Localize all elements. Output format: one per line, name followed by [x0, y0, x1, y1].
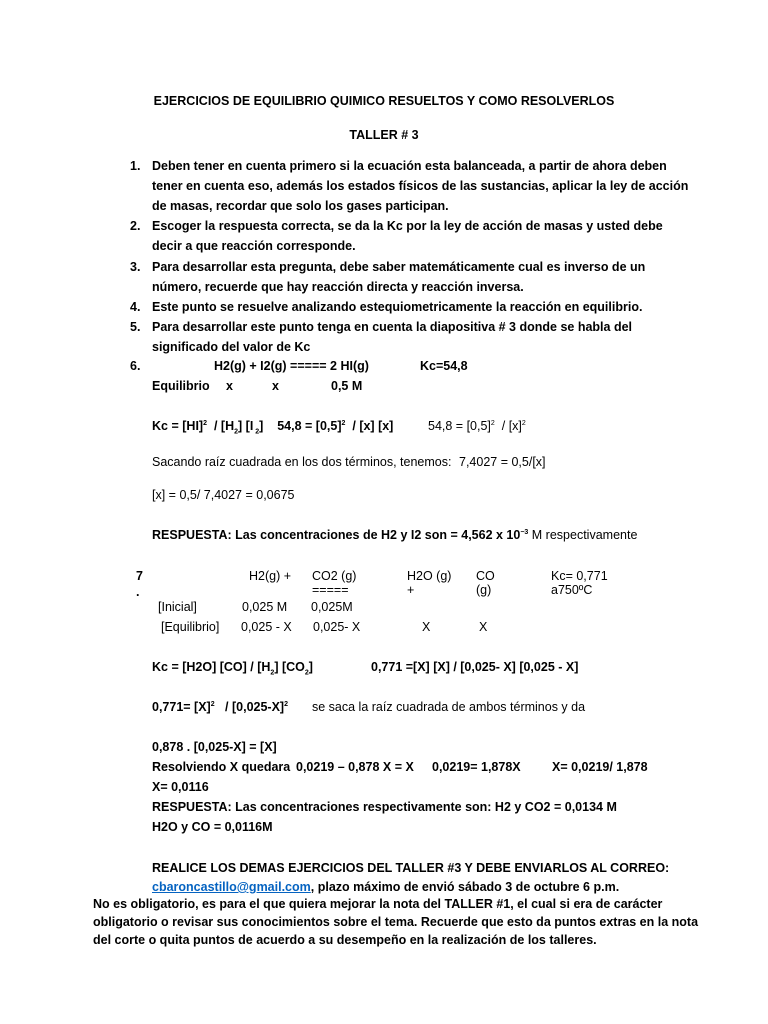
ex7-inicial-co2: 0,025M	[311, 600, 353, 614]
ex7-h2o: H2O (g)	[407, 569, 452, 583]
item-5-line-1: Para desarrollar este punto tenga en cuenta la diapositiva # 3 donde se habla del	[152, 320, 633, 334]
ex6-eq-x1: x	[226, 379, 233, 393]
ex7-inicial-h2: 0,025 M	[242, 600, 288, 614]
item-2-number: 2.	[130, 219, 141, 233]
ex7-squared-text: se saca la raíz cuadrada de ambos términos y da	[312, 700, 586, 714]
item-5-line-2: significado del valor de Kc	[152, 340, 311, 354]
item-2-line-2: decir a que reacción corresponde.	[152, 239, 356, 253]
ex6-number: 6.	[130, 359, 141, 373]
ex6-answer: RESPUESTA: Las concentraciones de H2 y I2 son = 4,562 x $10^{-3}$ M respectivamente	[152, 528, 638, 542]
ex7-kc-expression: Kc = [H2O] $[CO] / [H_2]$ $[CO_2]$	[152, 660, 313, 677]
item-3-line-2: número, recuerde que hay reacción directa y reacción inversa.	[152, 280, 524, 294]
ex6-eq-hi: 0,5 M	[331, 379, 363, 393]
ex7-co: CO	[476, 569, 495, 583]
ex7-kc-numeric: 0,771 =[X] [X] / [0,025- X] [0,025 - X]	[371, 660, 579, 674]
item-1-line-2: tener en cuenta eso, además los estados físicos de las sustancias, aplicar la ley de acción	[152, 179, 689, 193]
ex7-equilibrio-h2o: X	[422, 620, 431, 634]
ex7-plus: +	[407, 583, 415, 597]
ex7-solving-step3: X= 0,0219/ 1,878	[552, 760, 648, 774]
item-1-line-3: de masas, recordar que solo los gases participan.	[152, 199, 449, 213]
ex7-line3: 0,878 . [0,025-X] = [X]	[152, 740, 277, 754]
ex6-kc-simplified: $54,8 = [0,5]^2 / [x]^2$	[428, 419, 526, 433]
ex7-co2: CO2 (g)	[312, 569, 357, 583]
footer-deadline-line: cbaroncastillo@gmail.com, plazo máximo de envió sábado 3 de octubre 6 p.m.	[152, 880, 620, 894]
ex6-kc-expression: $Kc = [HI]^2 / [H_2]$ [I $_2$] $54,8 = [0,5]^2 / [x]$ [x]	[152, 419, 394, 436]
ex6-eq-x2: x	[272, 379, 279, 393]
ex7-number-dot: .	[136, 585, 140, 599]
ex6-sqrt-value: 7,4027 = 0,5/[x]	[459, 455, 546, 469]
ex7-equilibrio-h2: 0,025 - X	[241, 620, 292, 634]
ex7-kc: Kc= 0,771	[551, 569, 608, 583]
ex7-equilibrio-co: X	[479, 620, 488, 634]
ex6-sqrt-text: Sacando raíz cuadrada en los dos términos, tenemos:	[152, 455, 452, 469]
ex7-temp: a750ºC	[551, 583, 593, 597]
document-title: EJERCICIOS DE EQUILIBRIO QUIMICO RESUELTOS Y COMO RESOLVERLOS	[153, 94, 615, 108]
ex7-inicial-label: [Inicial]	[158, 600, 197, 614]
ex7-equilibrio-label: [Equilibrio]	[161, 620, 220, 634]
ex7-x-result: X= 0,0116	[152, 780, 209, 794]
ex7-equilibrio-co2: 0,025- X	[313, 620, 361, 634]
footer-note-line2: obligatorio o revisar sus conocimientos sobre el tema. Recuerde que esto da puntos extras en la nota	[93, 915, 699, 929]
ex7-solving-step1: 0,0219 – 0,878 X = X	[296, 760, 414, 774]
email-link[interactable]: cbaroncastillo@gmail.com	[152, 880, 311, 894]
ex7-co-g: (g)	[476, 583, 492, 597]
item-3-number: 3.	[130, 260, 141, 274]
item-1-number: 1.	[130, 159, 141, 173]
item-5-number: 5.	[130, 320, 141, 334]
ex7-number: 7	[136, 569, 143, 583]
ex7-solving-label: Resolviendo X quedara	[152, 760, 291, 774]
ex6-x-value: [x] = 0,5/ 7,4027 = 0,0675	[152, 488, 295, 502]
item-1-line-1: Deben tener en cuenta primero si la ecuación esta balanceada, a partir de ahora deben	[152, 159, 667, 173]
ex7-answer-line2: H2O y CO = 0,0116M	[152, 820, 273, 834]
ex7-arrow: =====	[312, 583, 349, 597]
footer-instruction: REALICE LOS DEMAS EJERCICIOS DEL TALLER #3 Y DEBE ENVIARLOS AL CORREO:	[152, 861, 670, 875]
ex7-h2: H2(g) +	[249, 569, 292, 583]
ex6-kc: Kc=54,8	[420, 359, 468, 373]
footer-note-line1: No es obligatorio, es para el que quiera mejorar la nota del TALLER #1, el cual si era de carácter	[93, 897, 663, 911]
document-subtitle: TALLER # 3	[349, 128, 419, 142]
item-3-line-1: Para desarrollar esta pregunta, debe saber matemáticamente cual es inverso de un	[152, 260, 646, 274]
item-4-number: 4.	[130, 300, 141, 314]
ex7-answer-line1: RESPUESTA: Las concentraciones respectivamente son: H2 y CO2 = 0,0134 M	[152, 800, 617, 814]
item-2-line-1: Escoger la respuesta correcta, se da la Kc por la ley de acción de masas y usted debe	[152, 219, 663, 233]
footer-note-line3: del corte o quita puntos de acuerdo a su desempeño en la realización de los talleres.	[93, 933, 597, 947]
ex7-solving-step2: 0,0219= 1,878X	[432, 760, 521, 774]
ex6-reaction: H2(g) + I2(g) ===== 2 HI(g)	[214, 359, 369, 373]
ex7-squared-equation: $0,771= [X]^2$ / $[0,025-X]^2$	[152, 700, 289, 714]
item-4-line-1: Este punto se resuelve analizando estequiometricamente la reacción en equilibrio.	[152, 300, 643, 314]
ex6-equilibrium-label: Equilibrio	[152, 379, 210, 393]
